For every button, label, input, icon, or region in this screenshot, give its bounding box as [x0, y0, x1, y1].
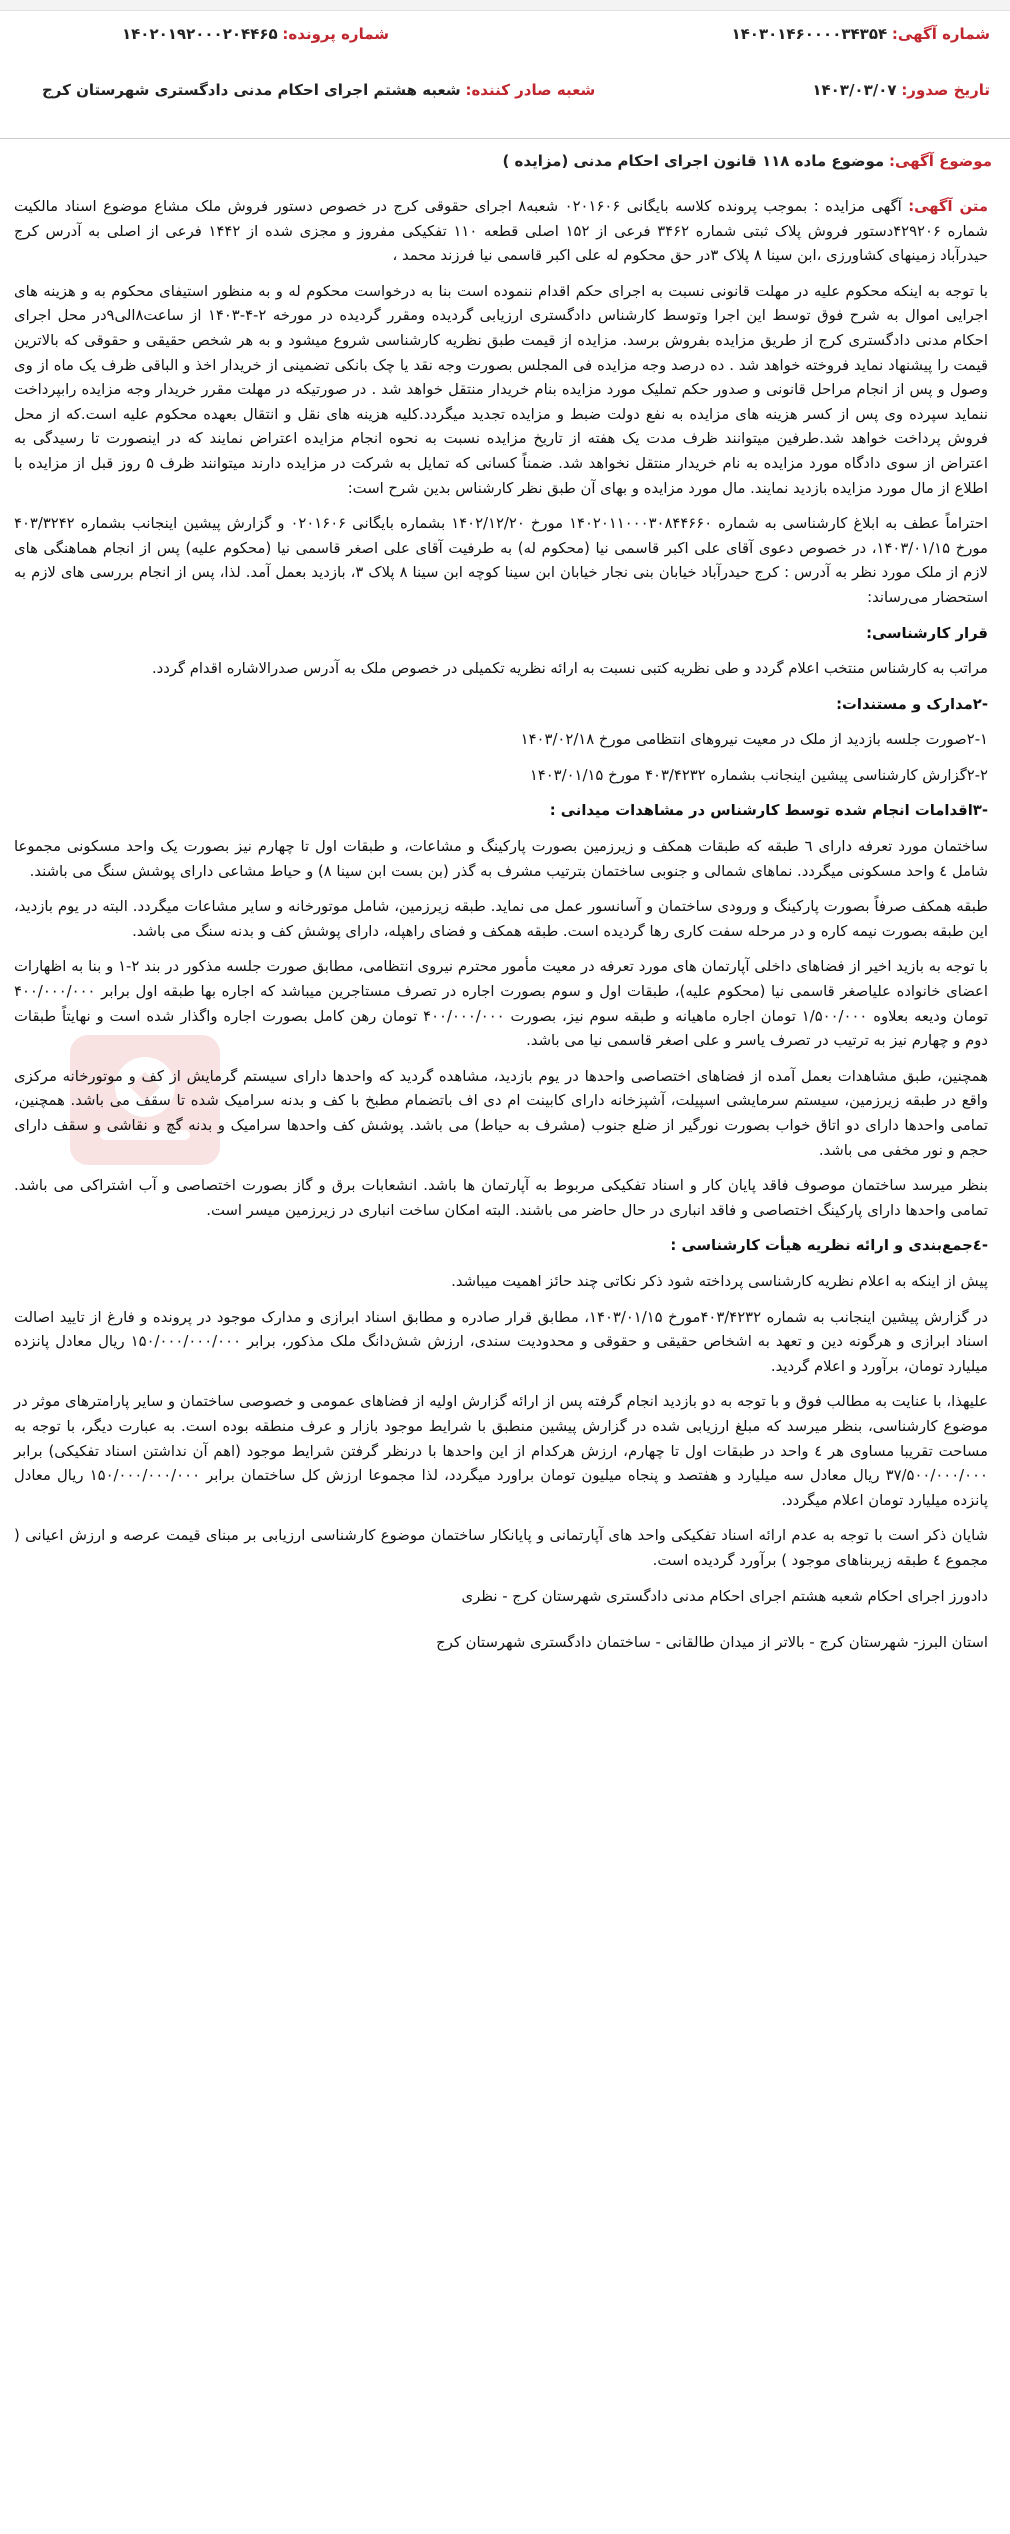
file-number-value: ۱۴۰۲۰۱۹۲۰۰۰۲۰۴۴۶۵	[122, 25, 278, 43]
paragraph-units: همچنین، طبق مشاهدات بعمل آمده از فضاهای اختصاصی واحدها در یوم بازدید، مشاهده گردید که واحدها دارای سیستم گرمایش از کف و موتورخانه مرکزی واقع در طبقه زیرزمین، سیستم سرمایشی اسپیلت، آشپزخانه دارای کابینت ام دی اف باتضمام مطبخ با کف و بدنه سرامیک شده تا سقف می باشد. همچنین، تمامی واحدها دارای دو اتاق خواب بصورت نورگیر از ضلع جنوب (مشرف به حیاط) می باشد. پوشش کف واحدها سرامیک و بدنه گچ و نقاشی و سقف دارای حجم و نور مخفی می باشد.	[14, 1067, 988, 1159]
header-divider	[0, 138, 1010, 139]
paragraph-decision: مراتب به کارشناس منتخب اعلام گردد و طی نظریه کتبی نسبت به ارائه نظریه تکمیلی در خصوص ملک به آدرس صدرالاشاره اقدام گردد.	[151, 660, 988, 678]
paragraph-final-valuation: علیهذا، با عنایت به مطالب فوق و با توجه به دو بازدید انجام گرفته پس از ارائه گزارش اولیه از فضاهای عمومی و خصوصی ساختمان و سایر پارامترهای موثر در موضوع کارشناسی، بنظر میرسد که مبلغ ارزیابی شده در گزارش پیشین منطبق با شرایط موجود بازار و عرف منطقه بوده است. به عبارت دیگر، با توجه به مساحت تقریبا مساوی هر ٤ واحد در طبقات اول تا چهارم، ارزش هرکدام از این واحدها با درنظر گرفتن شرایط موجود (اهم آن نداشتن اسناد تفکیکی) برابر ۳۷/۵۰۰/۰۰۰/۰۰۰ ریال معادل سه میلیارد و هفتصد و پنجاه میلیون تومان براورد میگردد، لذا مجموعا ارزش کل ساختمان برابر ۱۵۰/۰۰۰/۰۰۰/۰۰۰ ریال معادل پانزده میلیارد تومان اعلام میگردد.	[14, 1393, 989, 1509]
paragraph-auction-terms: با توجه به اینکه محکوم علیه در مهلت قانونی نسبت به اجرای حکم اقدام ننموده است بنا به درخواست محکوم له و به منظور استیفای محکوم به و هزینه های اجرایی اموال به شرح فوق توسط این اجرا وتوسط کارشناس دادگستری ارزیابی گردیده ومقرر گردیده در مورخه ۲-۴-۱۴۰۳ از ساعت۸الی۹در محل اجرای احکام مدنی دادگستری کرج از طریق مزایده بفروش برسد. مزایده از قیمت طبق نظریه کارشناسی شروع میشود و به هر شخص حقیقی و حقوقی که بالاترین قیمت را پیشنهاد نماید فروخته خواهد شد . ده درصد وجه مزایده فی المجلس بصورت وجه نقد یا چک بانکی تضمینی از خریدار اخذ و الباقی ظرف یک ماه از وی وصول و پس از انجام مراحل قانونی و صدور حکم تملیک مورد مزایده بنام خریدار منتقل خواهد شد . در صورتیکه در مهلت مقرر خریدار وجه مزایده رابپرداخت ننماید سپرده وی پس از کسر هزینه های مزایده به نفع دولت ضبط و مزایده تجدید میگردد.کلیه هزینه های نقل و انتقال بعهده محکوم علیه است.که از محل فروش پرداخت خواهد شد.طرفین میتوانند ظرف مدت یک هفته از تاریخ مزایده نسبت به نحوه انجام مزایده اعتراض نمایند که در اینصورت تا رسیدگی به اعتراض از سوی دادگاه مورد مزایده به نام خریدار منتقل نخواهد شد. ضمناً کسانی که تمایل به شرکت در مزایده دارند میتوانند ظرف ۵ روز قبل از مزایده با اطلاع از مال مورد مزایده بازدید نمایند. مال مورد مزایده و بهای آن طبق نظر کارشناس بدین شرح است:	[14, 282, 988, 497]
paragraph-valuation-basis: شایان ذکر است با توجه به عدم ارائه اسناد تفکیکی واحد های آپارتمانی و پایانکار ساختمان موضوع کارشناسی ارزیابی بر مبنای قیمت عرصه و ارزش اعیانی ( مجموع ٤ طبقه زیربناهای موجود ) برآورد گردیده است.	[14, 1527, 988, 1569]
paragraph-tenancy: با توجه به بازید اخیر از فضاهای داخلی آپارتمان های مورد تعرفه در معیت مأمور محترم نیروی انتظامی، مطابق صورت جلسه مذکور در بند ۲-۱ و بنا به اظهارات اعضای خانواده علیاصغر قاسمی نیا (محکوم علیه)، طبقات اول و سوم بصورت اجاره در تصرف مستاجرین میباشد که اجاره بها طبقه اول برابر ۴۰۰/۰۰۰/۰۰۰ تومان ودیعه بعلاوه ۱/۵۰۰/۰۰۰ تومان اجاره ماهیانه و طبقه سوم نیز، بصورت ۴۰۰/۰۰۰/۰۰۰ تومان رهن کامل بصورت اجاره واگذار شده است و نهایتاً طبقات دوم و چهارم نیز به ترتیب در تصرف یاسر و علی اصغر قاسمی نیا می باشد.	[14, 958, 988, 1050]
issuer-row	[42, 81, 595, 99]
paragraph-ground-floor: طبقه همکف صرفاً بصورت پارکینگ و ورودی ساختمان و آسانسور عمل می نماید. طبقه زیرزمین، شامل موتورخانه و سایر مشاعات میگردد. البته در یوم بازدید، این طبقه بصورت نیمه کاره و در مرحله سفت کاری رها گردیده است. طبقه همکف و فضای راهپله، دارای پوشش کف و بدنه سنگ می باشد.	[14, 898, 988, 940]
intro-text: آگهی مزایده : بموجب پرونده کلاسه بایگانی ۰۲۰۱۶۰۶ شعبه۸ اجرای حقوقی کرج در خصوص دستور فروش ملک مشاع موضوع اسناد مالکیت شماره ۴۲۹۲۰۶دستور فروش پلاک ثبتی شماره ۳۴۶۲ فرعی از ۱۵۲ اصلی قطعه ۱۱۰ تفکیکی مفروز و مجزی شده از ۱۴۴۲ فرعی از اصلی به آدرس کرج حیدرآباد زمینهای کشاورزی ،ابن سینا ۸ پلاک ۳در حق محکوم له علی اکبر قاسمی نیا فرزند محمد ،	[14, 198, 988, 265]
ad-number-value: ۱۴۰۳۰۱۴۶۰۰۰۰۳۴۳۵۴	[731, 25, 888, 43]
heading-summary: -٤جمع‌بندی و ارائه نظریه هیأت کارشناسی :	[670, 1237, 988, 1255]
issue-date-row	[812, 81, 990, 99]
paragraph-preface: پیش از اینکه به اعلام نظریه کارشناسی پرداخته شود ذکر نکاتی چند حائز اهمیت میباشد.	[451, 1272, 988, 1290]
issue-date-label: تاریخ صدور:	[901, 81, 990, 99]
signature-line: دادورز اجرای احکام شعبه هشتم اجرای احکام مدنی دادگستری شهرستان کرج - نظری	[461, 1587, 988, 1605]
heading-documents: -۲مدارک و مستندات:	[836, 695, 988, 713]
file-number-label: شماره پرونده:	[282, 25, 390, 43]
issuer-label: شعبه صادر کننده:	[465, 81, 596, 99]
paragraph-expert-reference: احتراماً عطف به ابلاغ کارشناسی به شماره ۱۴۰۲۰۱۱۰۰۰۳۰۸۴۴۶۶۰ مورخ ۱۴۰۲/۱۲/۲۰ بشماره بایگانی ۰۲۰۱۶۰۶ و گزارش پیشین اینجانب بشماره ۴۰۳/۳۲۴۲ مورخ ۱۴۰۳/۰۱/۱۵، در خصوص دعوی آقای علی اکبر قاسمی نیا (محکوم له) به طرفیت آقای علی اصغر قاسمی نیا (محکوم علیه) پس از انجام هماهنگی های لازم از ملک مورد نظر به آدرس : کرج حیدرآباد خیابان بنی نجار خیابان ابن سینا کوچه ابن سینا ۸ پلاک ۳، بازدید بعمل آمد. لذا، پس از انجام بررسی های لازم به استحضار می‌رساند:	[14, 515, 988, 606]
heading-expert-decision: قرار کارشناسی:	[866, 624, 988, 642]
notice-header	[12, 21, 998, 139]
intro-paragraph	[14, 195, 988, 269]
subject-row	[502, 152, 992, 170]
paragraph-building: ساختمان مورد تعرفه دارای ٦ طبقه که طبقات همکف و زیرزمین بصورت پارکینگ و مشاعات، و طبقات اول تا چهارم نیز بصورت یک واحد مسکونی مجموعا شامل ٤ واحد مسکونی میگردد. نماهای شمالی و جنوبی ساختمان بترتیب مشرف به گذر (بن بست ابن سینا ۸) و حیاط مشاعی دارای پوشش سنگ می باشند.	[14, 838, 988, 880]
subject-label: موضوع آگهی:	[888, 152, 992, 170]
subject-value: موضوع ماده ۱۱۸ قانون اجرای احکام مدنی (مزایده )	[502, 152, 885, 170]
intro-label: متن آگهی:	[908, 198, 988, 215]
issuer-value: شعبه هشتم اجرای احکام مدنی دادگستری شهرستان کرج	[42, 81, 461, 99]
document-item-2: ۲-۲گزارش کارشناسی پیشین اینجانب بشماره ۴۰۳/۴۲۳۲ مورخ ۱۴۰۳/۰۱/۱۵	[529, 766, 988, 784]
file-number-row	[122, 25, 389, 43]
address-line: استان البرز- شهرستان کرج - بالاتر از میدان طالقانی - ساختمان دادگستری شهرستان کرج	[436, 1634, 988, 1652]
paragraph-previous-valuation: در گزارش پیشین اینجانب به شماره ۴۰۳/۴۲۳۲مورخ ۱۴۰۳/۰۱/۱۵، مطابق قرار صادره و مطابق اسناد ابرازی و مدارک موجود در پرونده و فارغ از تایید اصالت اسناد ابرازی و هرگونه دین و تعهد به اشخاص حقیقی و حقوقی و محدودیت سندی، ارزش شش‌دانگ ملک مذکور، برابر ۱۵۰/۰۰۰/۰۰۰/۰۰۰ ریال معادل پانزده میلیارد تومان، برآورد و اعلام گردید.	[14, 1308, 988, 1375]
notice-body	[14, 195, 988, 1656]
ad-number-row	[731, 25, 990, 43]
issue-date-value: ۱۴۰۳/۰۳/۰۷	[812, 81, 897, 99]
ad-number-label: شماره آگهی:	[891, 25, 990, 43]
top-bar	[0, 0, 1010, 11]
document-item-1: ۲-۱صورت جلسه بازدید از ملک در معیت نیروهای انتظامی مورخ ۱۴۰۳/۰۲/۱۸	[520, 731, 988, 749]
heading-field-observations: -۳اقدامات انجام شده توسط کارشناس در مشاهدات میدانی :	[549, 802, 988, 820]
paragraph-utilities: بنظر میرسد ساختمان موصوف فاقد پایان کار و اسناد تفکیکی مربوط به آپارتمان ها باشد. انشعابات برق و گاز بصورت اختصاصی و آب اشتراکی می باشد. تمامی واحدها دارای پارکینگ اختصاصی و فاقد انباری در حال حاضر می باشند. البته امکان ساخت انباری در زیرزمین میسر است.	[14, 1177, 988, 1219]
